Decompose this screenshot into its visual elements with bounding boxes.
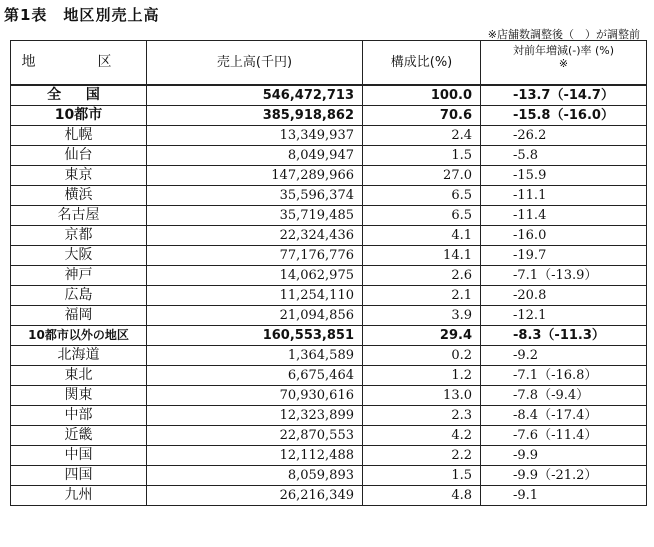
change-cell: -9.9 [481,446,647,466]
ratio-cell: 100.0 [363,85,481,106]
sales-cell: 12,323,899 [147,406,363,426]
sales-cell: 70,930,616 [147,386,363,406]
table-row [11,486,647,506]
region-cell: 全 国 [11,85,147,106]
sales-cell: 1,364,589 [147,346,363,366]
change-cell: -11.4 [481,206,647,226]
change-cell: -11.1 [481,186,647,206]
table-row [11,326,647,346]
ratio-cell: 4.1 [363,226,481,246]
sales-cell: 8,049,947 [147,146,363,166]
region-cell: 大阪 [11,246,147,266]
header-change [481,41,647,86]
table-title: 第1表 地区別売上高 [4,6,160,24]
region-cell: 広島 [11,286,147,306]
change-cell: -15.8（-16.0） [481,106,647,126]
sales-cell: 35,596,374 [147,186,363,206]
ratio-cell: 29.4 [363,326,481,346]
ratio-cell: 6.5 [363,186,481,206]
region-cell: 九州 [11,486,147,506]
table-row [11,246,647,266]
change-cell: -16.0 [481,226,647,246]
region-cell: 10都市 [11,106,147,126]
table-row [11,406,647,426]
header-ratio: 構成比(%) [363,41,481,86]
table-row [11,286,647,306]
region-cell: 東北 [11,366,147,386]
ratio-cell: 1.5 [363,466,481,486]
change-cell: -9.9（-21.2） [481,466,647,486]
regional-sales-table [10,40,647,506]
header-row [11,41,647,86]
table-row [11,446,647,466]
header-change-label: 対前年増減(-)率 (%) [512,44,615,57]
sales-cell: 12,112,488 [147,446,363,466]
region-cell: 中部 [11,406,147,426]
table-row [11,466,647,486]
region-cell: 10都市以外の地区 [11,326,147,346]
ratio-cell: 2.6 [363,266,481,286]
ratio-cell: 6.5 [363,206,481,226]
region-cell: 名古屋 [11,206,147,226]
ratio-cell: 2.3 [363,406,481,426]
change-cell: -12.1 [481,306,647,326]
region-cell: 神戸 [11,266,147,286]
ratio-cell: 14.1 [363,246,481,266]
ratio-cell: 70.6 [363,106,481,126]
table-row [11,386,647,406]
table-row [11,346,647,366]
change-cell: -13.7（-14.7） [481,85,647,106]
change-cell: -7.1（-13.9） [481,266,647,286]
region-cell: 京都 [11,226,147,246]
table-row [11,186,647,206]
region-cell: 仙台 [11,146,147,166]
sales-cell: 160,553,851 [147,326,363,346]
region-cell: 北海道 [11,346,147,366]
region-cell: 横浜 [11,186,147,206]
ratio-cell: 2.4 [363,126,481,146]
sales-cell: 22,324,436 [147,226,363,246]
change-cell: -7.6（-11.4） [481,426,647,446]
sales-cell: 147,289,966 [147,166,363,186]
table-row [11,226,647,246]
table-row [11,146,647,166]
sales-cell: 77,176,776 [147,246,363,266]
adjustment-note: ※店舗数調整後（ ）が調整前 [487,28,640,41]
change-cell: -7.8（-9.4） [481,386,647,406]
table-row [11,166,647,186]
change-cell: -9.1 [481,486,647,506]
region-cell: 札幌 [11,126,147,146]
change-cell: -8.3（-11.3） [481,326,647,346]
change-cell: -19.7 [481,246,647,266]
ratio-cell: 1.5 [363,146,481,166]
change-cell: -5.8 [481,146,647,166]
sales-cell: 26,216,349 [147,486,363,506]
sales-cell: 35,719,485 [147,206,363,226]
header-sales: 売上高(千円) [147,41,363,86]
table-row [11,366,647,386]
region-cell: 東京 [11,166,147,186]
table-row [11,85,647,106]
ratio-cell: 27.0 [363,166,481,186]
change-cell: -26.2 [481,126,647,146]
ratio-cell: 13.0 [363,386,481,406]
ratio-cell: 4.8 [363,486,481,506]
region-cell: 四国 [11,466,147,486]
ratio-cell: 2.1 [363,286,481,306]
ratio-cell: 1.2 [363,366,481,386]
header-change-mark: ※ [558,57,569,70]
region-cell: 中国 [11,446,147,466]
header-region: 地 区 [11,41,147,86]
sales-cell: 546,472,713 [147,85,363,106]
ratio-cell: 2.2 [363,446,481,466]
ratio-cell: 4.2 [363,426,481,446]
change-cell: -20.8 [481,286,647,306]
table-row [11,126,647,146]
change-cell: -7.1（-16.8） [481,366,647,386]
ratio-cell: 3.9 [363,306,481,326]
sales-cell: 385,918,862 [147,106,363,126]
sales-cell: 22,870,553 [147,426,363,446]
sales-cell: 13,349,937 [147,126,363,146]
table-row [11,426,647,446]
change-cell: -15.9 [481,166,647,186]
sales-cell: 8,059,893 [147,466,363,486]
sales-cell: 21,094,856 [147,306,363,326]
table-row [11,106,647,126]
sales-cell: 14,062,975 [147,266,363,286]
region-cell: 福岡 [11,306,147,326]
change-cell: -8.4（-17.4） [481,406,647,426]
change-cell: -9.2 [481,346,647,366]
table-row [11,266,647,286]
ratio-cell: 0.2 [363,346,481,366]
region-cell: 近畿 [11,426,147,446]
table-row [11,206,647,226]
table-row [11,306,647,326]
region-cell: 関東 [11,386,147,406]
sales-cell: 6,675,464 [147,366,363,386]
sales-cell: 11,254,110 [147,286,363,306]
